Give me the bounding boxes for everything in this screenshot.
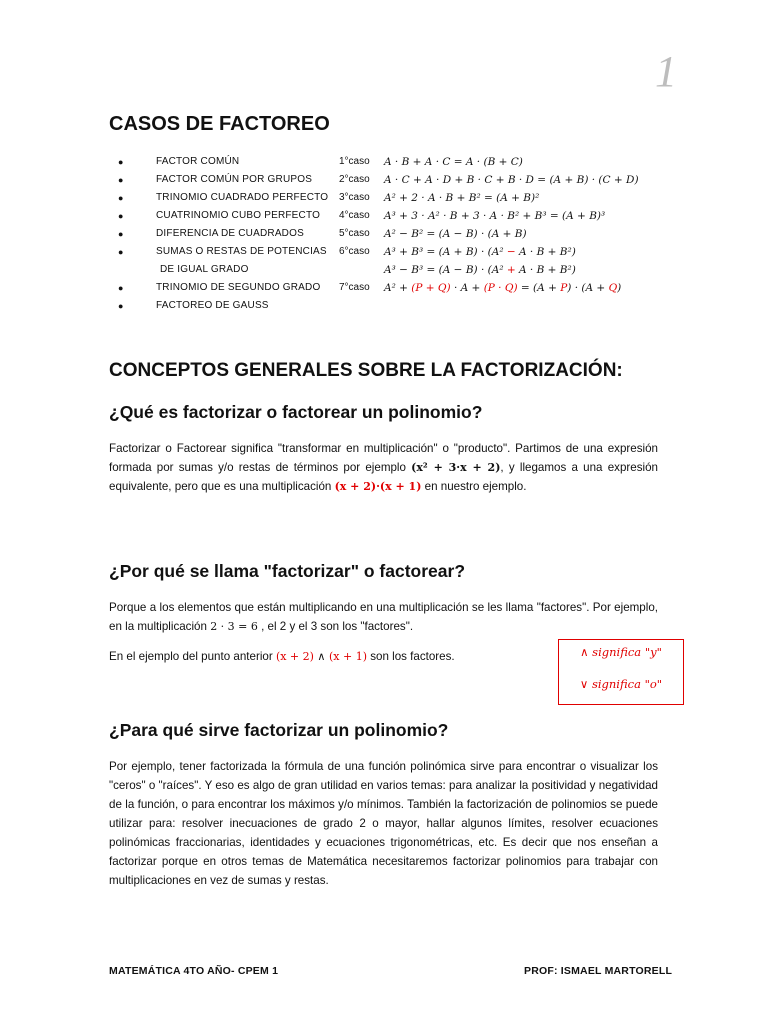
list-item: [118, 261, 678, 279]
case-formula-sum: A³ + B³ = (A + B) · (A² − A · B + B²): [384, 246, 576, 258]
case-name: TRINOMIO DE SEGUNDO GRADO: [156, 282, 321, 293]
list-item: [118, 171, 678, 189]
case-number: 1°caso: [339, 156, 370, 167]
paragraph-purpose: Por ejemplo, tener factorizada la fórmula de una función polinómica sirve para encontrar o visualizar los "ceros" o "raíces". Y eso es algo de gran utilidad en varios temas: para analizar la positividad y negatividad de la función, o para encontrar los máximos y/o mínimos. También la factorización de polinomios se puede utilizar para: resolver inecuaciones de grado 2 o mayor, hallar algunos límites, resolver ecuaciones polinómicas fraccionarias, identidades y ecuaciones trigonométricas, etc. Es decir que nos enseñan a factorizar porque en otros temas de Matemática necesitaremos factorizar polinomios para trabajar con multiplicaciones en vez de sumas y restas.: [109, 760, 658, 887]
case-name: FACTOR COMÚN POR GRUPOS: [156, 174, 313, 185]
case-formula: A · B + A · C = A · (B + C): [384, 156, 523, 168]
case-number: 6°caso: [339, 246, 370, 257]
bullet-icon: ●: [118, 193, 124, 203]
footer-course: MATEMÁTICA 4TO AÑO- CPEM 1: [109, 965, 279, 977]
math-expression: (x + 1): [328, 650, 367, 663]
case-formula: A² + 2 · A · B + B² = (A + B)²: [384, 192, 540, 204]
case-formula: A² + (P + Q) · A + (P · Q) = (A + P) · (A + Q): [384, 282, 622, 294]
case-formula-difference: A³ − B³ = (A − B) · (A² + A · B + B²): [384, 264, 576, 276]
case-number: 3°caso: [339, 192, 370, 203]
case-number: 2°caso: [339, 174, 370, 185]
case-name: CUATRINOMIO CUBO PERFECTO: [156, 210, 321, 221]
list-item: [118, 297, 678, 315]
bullet-icon: ●: [118, 157, 124, 167]
case-name: DIFERENCIA DE CUADRADOS: [156, 228, 304, 239]
bullet-icon: ●: [118, 301, 124, 311]
section-title: CONCEPTOS GENERALES SOBRE LA FACTORIZACIÓN:: [109, 360, 623, 381]
list-item: [118, 225, 678, 243]
case-name-continued: DE IGUAL GRADO: [160, 264, 249, 275]
factoring-cases-list: [118, 153, 678, 315]
list-item: [118, 243, 678, 261]
case-name: FACTOR COMÚN: [156, 156, 240, 167]
list-item: [118, 189, 678, 207]
case-number: 5°caso: [339, 228, 370, 239]
math-expression: (x² + 3·x + 2): [411, 461, 501, 474]
math-expression: (x + 2): [275, 650, 314, 663]
case-formula: A³ + 3 · A² · B + 3 · A · B² + B³ = (A + B)³: [384, 210, 606, 222]
footer-teacher: PROF: ISMAEL MARTORELL: [524, 965, 673, 977]
case-number: 7°caso: [339, 282, 370, 293]
case-name: TRINOMIO CUADRADO PERFECTO: [156, 192, 329, 203]
case-name: FACTOREO DE GAUSS: [156, 300, 269, 311]
logic-symbols-note: [558, 639, 684, 705]
page-number: 1: [655, 47, 677, 96]
bullet-icon: ●: [118, 211, 124, 221]
page-title: CASOS DE FACTOREO: [109, 113, 330, 135]
list-item: [118, 153, 678, 171]
and-symbol-note: ∧ significa "y": [580, 645, 662, 659]
paragraph-factors-example: En el ejemplo del punto anterior (x + 2) ∧ (x + 1) son los factores.: [109, 650, 455, 663]
question-heading-what: ¿Qué es factorizar o factorear un polinomio?: [109, 402, 483, 422]
math-expression: (x + 2)·(x + 1): [334, 480, 422, 493]
list-item: [118, 207, 678, 225]
paragraph-what: Factorizar o Factorear significa "transformar en multiplicación" o "producto". Partimos de una expresión formada por sumas y/o restas de términos por ejemplo (x² + 3·x + 2), y llegamos a una expresión equivalente, pero que es una multiplicación (x + 2)·(x + 1) en nuestro ejemplo.: [109, 442, 658, 493]
list-item: [118, 279, 678, 297]
case-formula: A · C + A · D + B · C + B · D = (A + B) · (C + D): [384, 174, 639, 186]
paragraph-why: Porque a los elementos que están multiplicando en una multiplicación se les llama "factores". Por ejemplo, en la multiplicación 2 · 3 = 6 , el 2 y el 3 son los "factores".: [109, 601, 658, 633]
case-formula: A² − B² = (A − B) · (A + B): [384, 228, 527, 240]
math-expression: 2 · 3 = 6: [210, 620, 258, 633]
question-heading-why: ¿Por qué se llama "factorizar" o factorear?: [109, 561, 466, 581]
bullet-icon: ●: [118, 229, 124, 239]
bullet-icon: ●: [118, 175, 124, 185]
bullet-icon: ●: [118, 247, 124, 257]
question-heading-purpose: ¿Para qué sirve factorizar un polinomio?: [109, 720, 449, 740]
case-name: SUMAS O RESTAS DE POTENCIAS: [156, 246, 327, 257]
bullet-icon: ●: [118, 283, 124, 293]
case-number: 4°caso: [339, 210, 370, 221]
or-symbol-note: ∨ significa "o": [579, 677, 663, 691]
